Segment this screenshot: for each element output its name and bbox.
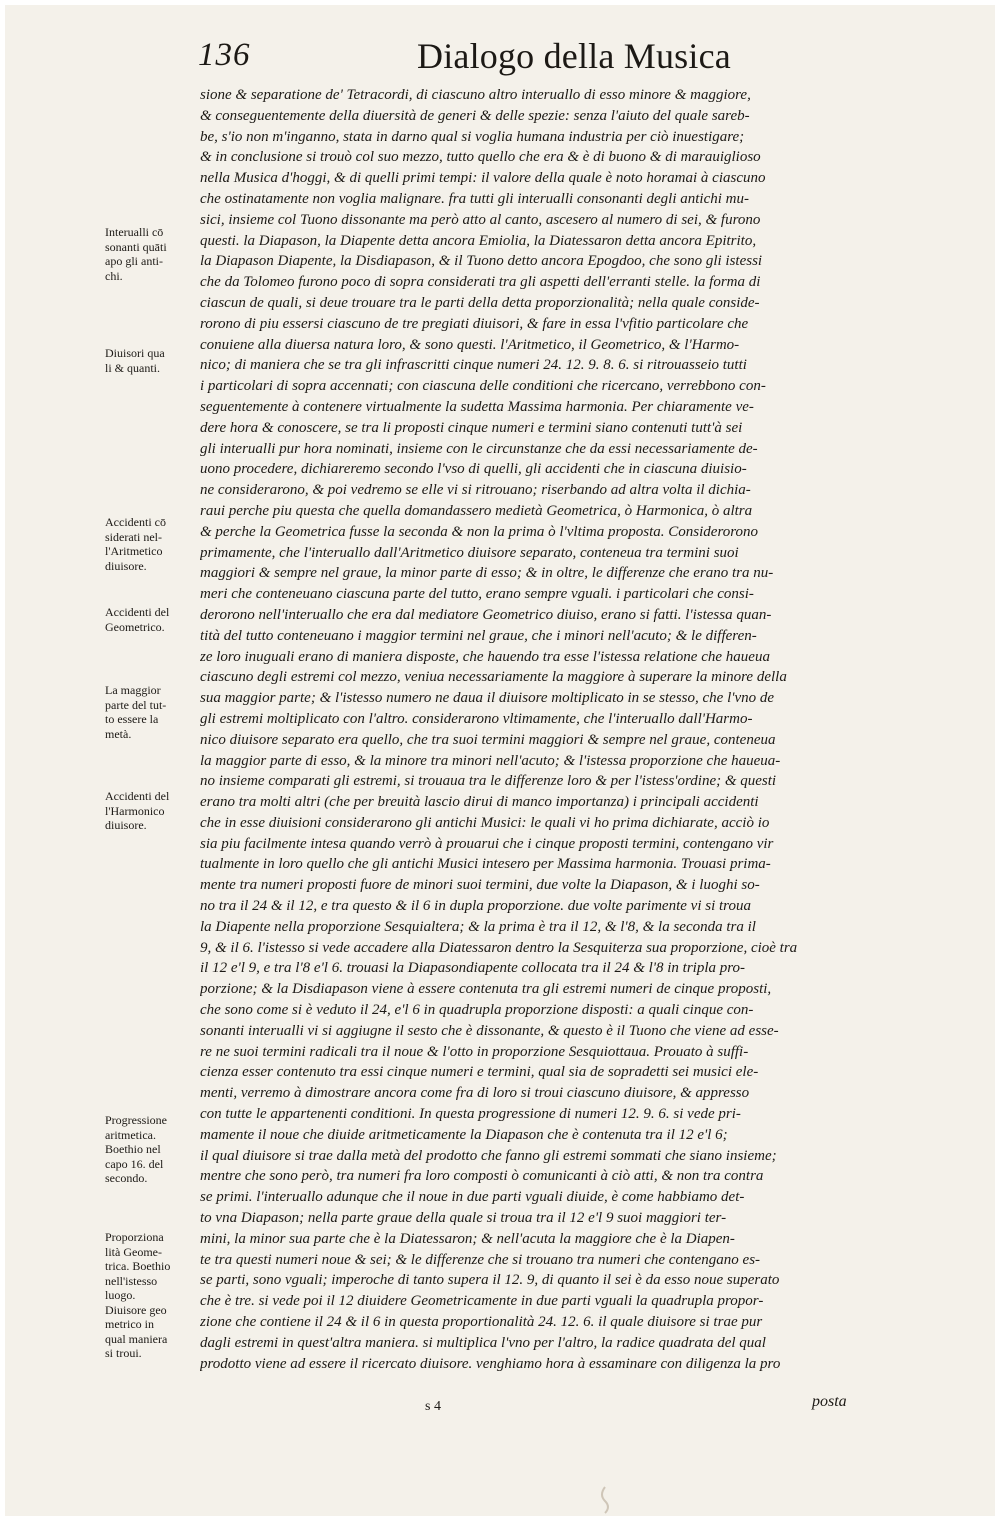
- margin-line: Accidenti del: [105, 605, 170, 619]
- text-line: no insieme comparati gli estremi, si trouaua tra le differenze loro & per l'istess'ordine; & questi: [200, 773, 777, 790]
- marginal-note-geometric: [105, 605, 187, 634]
- text-line: rorono di piu essersi ciascuno de tre pregiati diuisori, & fare in essa l'vfitio particolare che: [200, 315, 749, 332]
- text-line: be, s'io non m'inganno, stata in darno qual si voglia humana industria per ciò inuestigare;: [200, 128, 745, 145]
- marginal-note-arithmetic: [105, 515, 187, 573]
- margin-line: l'Aritmetico: [105, 544, 163, 558]
- text-line: primamente, che l'interuallo dall'Aritmetico diuisore separato, conteneua tra termini suoi: [200, 544, 739, 561]
- text-line: mentre che sono però, tra numeri fra loro composti ò comunicanti à ciò atti, & non tra contra: [200, 1168, 764, 1185]
- text-line: derorono nell'interuallo che era dal mediatore Geometrico diuiso, erano si fatti. l'istessa quan-: [200, 606, 772, 623]
- margin-line: Diuisori qua: [105, 346, 165, 360]
- text-line: il 12 e'l 9, e tra l'8 e'l 6. trouasi la Diapasondiapente collocata tra il 24 & l'8 in tripla pro-: [200, 960, 746, 977]
- text-line: con tutte le appartenenti conditioni. In questa progressione di numeri 12. 9. 6. si vede pri-: [200, 1106, 741, 1123]
- margin-line: luogo.: [105, 1288, 136, 1302]
- margin-line: li & quanti.: [105, 360, 160, 375]
- text-line: se parti, sono vguali; imperoche di tanto supera il 12. 9, di quanto il sei è da esso noue superato: [200, 1272, 780, 1289]
- margin-line: Boethio nel: [105, 1142, 161, 1156]
- text-line: & conseguentemente della diuersità de generi & delle spezie: senza l'aiuto del quale sareb-: [200, 107, 750, 124]
- marginal-note-greater-part: [105, 683, 187, 741]
- text-line: sia piu facilmente intesa quando verrò à prouarui che i cinque proposti termini, contengano vir: [200, 835, 774, 852]
- text-line: cienza esser contenuto tra essi cinque numeri e termini, qual sia de sopradetti sei musici ele-: [200, 1064, 759, 1081]
- margin-line: metrico in: [105, 1317, 154, 1331]
- text-line: conuiene alla diuersa natura loro, & sono questi. l'Aritmetico, il Geometrico, & l'Harmo-: [200, 336, 740, 353]
- text-line: nella Musica d'hoggi, & di quelli primi tempi: il valore della quale è noto horamai à ciascuno: [200, 170, 766, 187]
- margin-line: Geometrico.: [105, 619, 165, 634]
- catchword: posta: [812, 1393, 847, 1410]
- page-footer: [5, 1391, 995, 1421]
- margin-line: parte del tut-: [105, 697, 167, 712]
- margin-line: qual maniera: [105, 1331, 168, 1346]
- running-title: Dialogo della Musica: [417, 36, 731, 76]
- text-line: tità del tutto conteneuano i maggior termini nel graue, che i minori nell'acuto; & le differen-: [200, 627, 757, 644]
- text-line: to vna Diapason; nella parte graue della quale si troua tra il 12 e'l 9 suoi maggiori ter-: [200, 1210, 727, 1227]
- marginal-note-harmonic: [105, 789, 187, 833]
- margin-line: Progressione: [105, 1113, 167, 1127]
- text-line: seguentemente à contenere virtualmente la sudetta Massima harmonia. Per chiaramente ve-: [200, 398, 754, 415]
- marginal-note-arithmetic-progression: [105, 1113, 187, 1186]
- book-page: [5, 5, 995, 1516]
- margin-line: La maggior: [105, 683, 161, 697]
- text-line: gli interualli pur hora nominati, insieme con le circunstanze che da essi necessariamente de-: [200, 440, 758, 457]
- text-line: sici, insieme col Tuono dissonante ma però atto al canto, ascesero al numero di sei, & furono: [200, 211, 761, 228]
- text-line: raui perche piu questa che quella domandassero medietà Geometrica, ò Harmonica, ò altra: [200, 502, 753, 519]
- text-line: nico; di maniera che se tra gli infrascritti cinque numeri 24. 12. 9. 8. 6. si ritrouasseio tutti: [200, 357, 747, 374]
- text-line: mini, la minor sua parte che è la Diatessaron; & nell'acuta la maggiore che è la Diapen-: [200, 1230, 735, 1247]
- text-line: la Diapente nella proporzione Sesquialtera; & la prima è tra il 12, & l'8, & la seconda tra il: [200, 918, 756, 935]
- printer-signature: s 4: [425, 1399, 441, 1414]
- text-line: dagli estremi in quest'altra maniera. si multiplica l'vno per l'altro, la radice quadrata del qual: [200, 1334, 766, 1351]
- margin-line: apo gli anti-: [105, 254, 163, 268]
- paper-mark-icon: [595, 1485, 615, 1515]
- margin-line: lità Geome-: [105, 1244, 162, 1259]
- text-line: 9, & il 6. l'istesso si vede accadere alla Diatessaron dentro la Sesquiterza sua proporzione, cioè tra: [200, 939, 798, 956]
- text-line: uono procedere, dichiareremo secondo l'vso di quelli, gli accidenti che in ciascuna diuisio-: [200, 461, 747, 478]
- text-line: maggiori & sempre nel graue, la minor parte di esso; & in oltre, le differenze che erano tra nu-: [200, 565, 774, 582]
- margin-line: capo 16. del: [105, 1156, 164, 1171]
- text-line: re ne suoi termini radicali tra il noue & l'otto in proporzione Sesquiottaua. Prouato à suffi-: [200, 1043, 749, 1060]
- text-line: prodotto viene ad essere il ricercato diuisore. venghiamo hora à essaminare con diligenza la pro: [200, 1355, 781, 1372]
- text-line: & perche la Geometrica fusse la seconda & non la prima ò l'vltima proposta. Considerorono: [200, 523, 759, 540]
- text-line: il qual diuisore si trae dalla metà del prodotto che fanno gli estremi sommati che siano insieme;: [200, 1147, 777, 1164]
- text-line: ciascun de quali, si deue trouare tra le parti della detta proporzionalità; nella quale conside-: [200, 294, 760, 311]
- margin-line: Proporziona: [105, 1230, 164, 1244]
- text-line: che in esse diuisioni considerarono gli antichi Musici: le quali vi ho prima dichiarate, acciò io: [200, 814, 770, 831]
- margin-line: secondo.: [105, 1171, 148, 1185]
- text-line: che è tre. si vede poi il 12 diuidere Geometricamente in due parti vguali la quadrupla propor-: [200, 1293, 764, 1310]
- margin-line: aritmetica.: [105, 1127, 156, 1142]
- text-line: gli estremi moltiplicato con l'altro. considerarono vltimamente, che l'interuallo dall'Harmo-: [200, 710, 753, 727]
- margin-line: Interualli cō: [105, 225, 164, 239]
- text-line: no tra il 24 & il 12, e tra questo & il 6 in dupla proporzione. due volte parimente vi si troua: [200, 898, 751, 915]
- text-line: la Diapason Diapente, la Disdiapason, & il Tuono detto ancora Epogdoo, che sono gli istessi: [200, 253, 763, 270]
- text-line: ze loro inuguali erano di maniera disposte, che hauendo tra esse l'istessa relatione che haueua: [200, 648, 770, 665]
- text-line: sione & separatione de' Tetracordi, di ciascuno altro interuallo di esso minore & maggiore,: [200, 87, 751, 103]
- margin-line: to essere la: [105, 712, 159, 726]
- page-header: [5, 33, 995, 81]
- text-line: sua maggior parte; & l'istesso numero ne daua il diuisore moltiplicato in se stesso, che l'vno de: [200, 690, 775, 707]
- marginal-note-intervals: [105, 225, 187, 283]
- text-line: se primi. l'interuallo adunque che il noue in due parti vguali diuide, è come habbiamo det-: [200, 1189, 745, 1206]
- text-line: mente tra numeri proposti fuore de minori suoi termini, due volte la Diapason, & i luoghi so-: [200, 877, 760, 894]
- text-line: ne considerarono, & poi vedremo se elle vi si ritrouano; riserbando ad altra volta il dichia-: [200, 482, 751, 499]
- text-line: ciascuno degli estremi col mezzo, veniua necessariamente la maggiore à superare la minore della: [200, 669, 787, 686]
- text-line: erano tra molti altri (che per breuità lascio dirui di manco importanza) i principali accidenti: [200, 794, 759, 811]
- margin-line: diuisore.: [105, 818, 147, 832]
- marginal-note-geometric-proportionality: [105, 1230, 187, 1361]
- text-line: meri che conteneuano ciascuna parte del tutto, erano sempre vguali. i particolari che consi-: [200, 586, 754, 603]
- text-line: che ostinatamente non voglia malignare. fra tutti gli interualli consonanti degli antichi mu-: [200, 190, 749, 207]
- margin-line: nell'istesso: [105, 1273, 158, 1288]
- text-line: i particolari di sopra accennati; con ciascuna delle conditioni che ricercano, verrebbono con-: [200, 378, 766, 395]
- margin-line: siderati nel-: [105, 529, 162, 544]
- text-line: porzione; & la Disdiapason viene à essere contenuta tra gli estremi numeri de cinque proposti,: [200, 981, 772, 998]
- margin-line: metà.: [105, 726, 132, 741]
- margin-line: trica. Boethio: [105, 1259, 171, 1273]
- margin-line: diuisore.: [105, 558, 147, 573]
- text-line: questi. la Diapason, la Diapente detta ancora Emiolia, la Diatessaron detta ancora Epitrito,: [200, 232, 757, 249]
- page-number: 136: [198, 37, 251, 73]
- margin-line: Diuisore geo: [105, 1302, 167, 1317]
- marginal-note-divisors: [105, 346, 187, 375]
- main-text-block: [200, 85, 885, 1374]
- text-line: che sono come si è veduto il 24, e'l 6 in quadrupla proporzione disposti: a quali cinque con-: [200, 1002, 754, 1019]
- text-line: dere hora & conoscere, se tra li proposti cinque numeri e termini siano contenuti tutt'à sei: [200, 419, 743, 436]
- text-line: zione che contiene il 24 & il 6 in questa proportionalità 24. 12. 6. il quale diuisore si trae pur: [200, 1314, 763, 1331]
- margin-line: l'Harmonico: [105, 803, 165, 818]
- text-line: te tra questi numeri noue & sei; & le differenze che si trouano tra numeri che contengano es-: [200, 1251, 761, 1268]
- text-line: che da Tolomeo furono poco di sopra considerati tra gli aspetti dell'erranti stelle. la forma di: [200, 274, 761, 291]
- text-line: & in conclusione si trouò col suo mezzo, tutto quello che era & è di buono & di marauiglioso: [200, 149, 761, 166]
- margin-line: Accidenti del: [105, 789, 170, 803]
- text-line: tualmente in loro quello che gli antichi Musici intesero per Massima harmonia. Trouasi prima-: [200, 856, 771, 873]
- text-line: sonanti interualli vi si aggiugne il sesto che è dissonante, & questo è il Tuono che viene ad esse-: [200, 1022, 779, 1039]
- text-line: nico diuisore separato era quello, che tra suoi termini maggiori & sempre nel graue, conteneua: [200, 731, 776, 748]
- text-line: mamente il noue che diuide aritmeticamente la Diapason che è contenuta tra il 12 e'l 6;: [200, 1126, 728, 1143]
- text-line: menti, verremo à dimostrare ancora come fra di loro si troui ciascuno diuisore, & appresso: [200, 1085, 750, 1102]
- margin-line: si troui.: [105, 1346, 142, 1360]
- margin-line: Accidenti cō: [105, 515, 166, 529]
- text-line: la maggior parte di esso, & la minore tra minori nell'acuto; & l'istessa proporzione che haueua-: [200, 752, 781, 769]
- margin-line: chi.: [105, 268, 123, 283]
- margin-line: sonanti quāti: [105, 239, 167, 254]
